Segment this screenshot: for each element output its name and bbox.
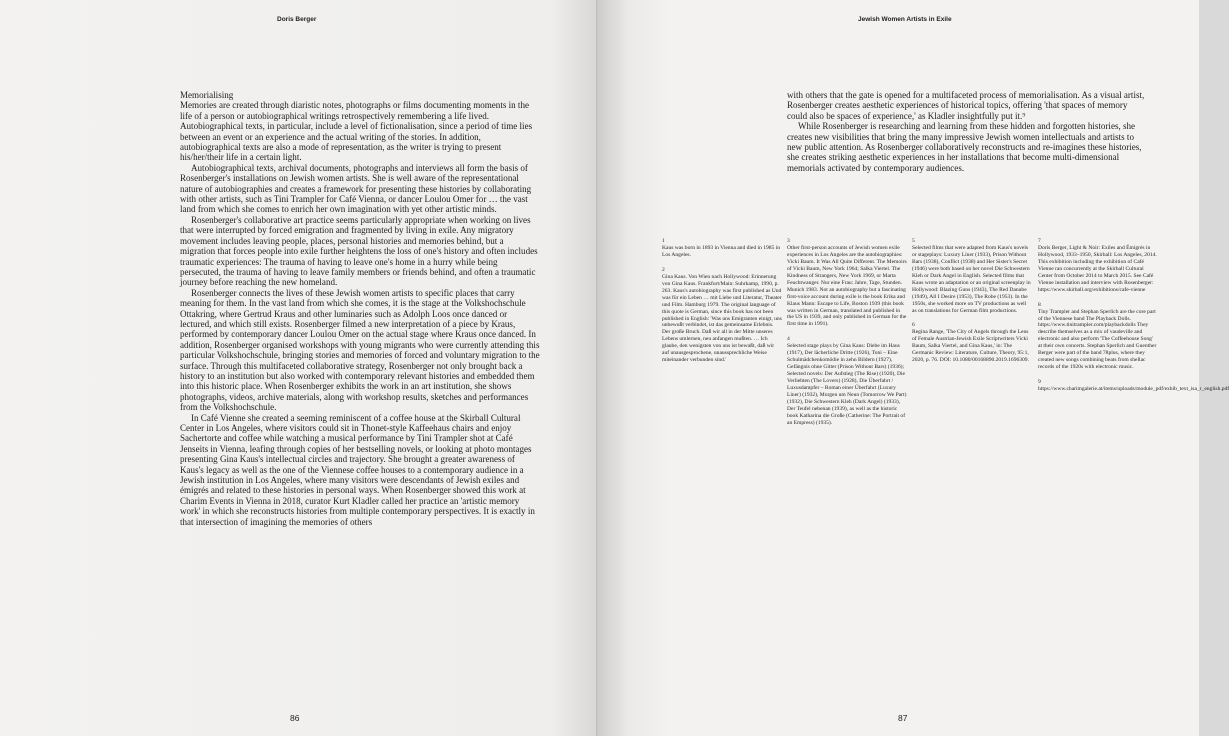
notes-column-1	[662, 238, 782, 372]
footnote-number: 8	[1038, 301, 1041, 308]
footnote-number: 7	[1038, 238, 1041, 244]
footnote	[912, 322, 1032, 364]
footnote-text: Regina Range, 'The City of Angels through the Lens of Female Austrian-Jewish Exile Scriptwriters Vicki Baum, Salka Viertel, and Gina Kaus,' in: The Germanic Review: Literature, Culture, Theory, 95:1, 2020, p. 76. DOI: 10.1080/00168890.2019.1696309.	[912, 329, 1029, 364]
footnote-text: Selected stage plays by Gina Kaus: Diebe im Haus (1917), Der lächerliche Dritte (1926), Toni – Eine Schulmädchenkomödie in zehn Bildern (1927), Gefängnis ohne Gitter (Prison Without Bars) (1936); Selected novels: Der Aufstieg (The Rise) (1920), Die Verliebten (The Lovers) (1928), Die Überfahrt / Luxusdampfer – Roman einer Überfahrt (Luxury Liner) (1932), Morgen um Neun (Tomorrow We Part) (1932), Die Schwestern Kleh (Dark Angel) (1933), Der Teufel nebenan (1939), as well as the historic book Katharina die Große (Catherine: The Portrait of an Empress) (1935).	[787, 343, 907, 426]
page-number-left: 86	[290, 713, 300, 723]
paragraph: While Rosenberger is researching and learning from these hidden and forgotten histories, she creates new visibilities that bring the many impressive Jewish women intellectuals and artists to new public attention. As Rosenberger collaboratively reconstructs and re-imagines these histories, she creates striking aesthetic experiences in her installations that become multi-dimensional memorials activated by contemporary audiences.	[787, 121, 1142, 173]
paragraph: Rosenberger connects the lives of these Jewish women artists to specific places that carry meaning for them. In the vast land from which she comes, it is the stage at the Volkshochschule Ottakring, where Gertrud Kraus and other luminaries such as Adolph Loos once danced or lectured, and which still exists. Rosenberger filmed a new interpretation of a piece by Kraus, performed by contemporary dancer Loulou Omer on the actual stage where Kraus once danced. In addition, Rosenberger organised workshops with young migrants who were currently attending this particular Volkshochschule, bringing stories and memories of forced and voluntary migration to the surface. Through this multifaceted collaborative strategy, Rosenberger not only brought back a history to an institution but also worked with contemporary relevant histories and embedded them into this historic place. When Rosenberger exhibits the work in an art institution, she shows photographs, videos, archive materials, along with workshop results, sketches and performances from the Volkshochschule.	[180, 287, 540, 413]
footnote	[787, 238, 907, 328]
left-body-text	[180, 90, 540, 527]
footnote	[1038, 238, 1158, 294]
footnote-text: Kaus was born in 1893 in Vienna and died in 1985 in Los Angeles.	[662, 244, 781, 258]
section-heading: Memorialising	[180, 90, 234, 100]
footnote-text: Other first-person accounts of Jewish women exile experiences in Los Angeles are the autobiographies: Vicki Baum. It Was All Quite Different. The Memoirs of Vicki Baum, New York 1964; Salka Viertel. The Kindness of Strangers, New York 1969, or Marta Feuchtwanger. Nur eine Frau: Jahre, Tage, Stunden. Munich 1983. Not an autobiography but a fascinating first-voice account during exile is the book Erika and Klaus Mann: Escape to Life, Boston 1939 (this book was written in German, translated and published in the US in 1939, and only published in German for the first time in 1991).	[787, 244, 907, 328]
left-page	[0, 0, 599, 736]
footnote-number: 5	[912, 238, 915, 244]
paragraph: Memories are created through diaristic notes, photographs or films documenting moments in the life of a person or autobiographical writings retrospectively remembering a life lived. Autobiographical texts, in particular, include a level of fictionalisation, since a period of time lies between an event or an experience and the actual writing of the stories. In addition, autobiographical texts are also a mode of representation, as the writer is trying to present his/her/their life in a certain light.	[180, 100, 533, 163]
footnote	[662, 238, 782, 259]
footnote-number: 1	[662, 238, 665, 244]
footnote	[1038, 379, 1229, 393]
running-head-right: Jewish Women Artists in Exile	[858, 16, 952, 23]
footnote-text: Gina Kaus. Von Wien nach Hollywood: Erinnerung von Gina Kaus. Frankfurt/Main: Suhrkamp, 1990, p. 263. Kaus's autobiography was first published as Und was für ein Leben … mit Liebe und Literatur, Theater und Film. Hamburg 1979. The original language of this quote is German, since this book has not been published in English: 'Was uns Emigranten einigt, uns unbewußt verbindet, ist das gemeinsame Erlebnis. Der große Bruch. Daß wir all in der Mitte unseres Lebens umlernen, neu anfangen mußten. … Ich glaube, den wenigsten von uns ist bewußt, daß wir auf unausgesprochene, unaussprechliche Weise miteinander verbunden sind.'	[662, 273, 782, 364]
right-page	[599, 0, 1229, 736]
notes-column-2	[787, 238, 907, 435]
footnote-number: 2	[662, 266, 665, 273]
page-number-right: 87	[898, 713, 908, 723]
footnote-number: 9	[1038, 379, 1041, 386]
notes-column-4	[1038, 238, 1229, 401]
footnote-text: Selected films that were adapted from Kaus's novels or stageplays: Luxury Liner (1933), Prison Without Bars (1938), Conflict (1938) and Her Sister's Secret (1946) were both based on her novel Die Schwestern Kleh or Dark Angel in English. Selected films that Kaus wrote an adaptation or an original screenplay in Hollywood: Blazing Guns (1943), The Red Danube (1949), All I Desire (1953), The Robe (1953). In the 1950s, she worked more on TV productions as well as on translations for German film productions.	[912, 244, 1031, 314]
footnote	[662, 267, 782, 364]
running-head-left: Doris Berger	[277, 16, 317, 23]
right-body-text	[787, 90, 1149, 173]
footnote	[912, 238, 1032, 314]
footnote-text: Doris Berger, Light & Noir: Exiles and Émigrés in Hollywood, 1933–1950, Skirball: Los Angeles, 2014. This exhibition including the exhibition of Café Vienne ran concurrently at the Skirball Cultural Center from October 2014 to March 2015. See Café Vienne installation and interview with Rosenberger: https://www.skirball.org/exhibitions/cafe-vienne	[1038, 244, 1157, 293]
paragraph: Rosenberger's collaborative art practice seems particularly appropriate when working on lives that were interrupted by forced emigration and fragmented by living in exile. Any migratory movement includes leaving people, places, personal histories and memories behind, but a migration that forces people into exile further heightens the loss of one's history and often includes traumatic experiences: The trauma of having to leave one's home in a hurry while being persecuted, the trauma of having to leave family members or friends behind, and often a traumatic journey before reaching the new homeland.	[180, 214, 538, 288]
paragraph: In Café Vienne she created a seeming reminiscent of a coffee house at the Skirball Cultural Center in Los Angeles, where visitors could sit in Thonet-style Kaffeehaus chairs and enjoy Sachertorte and coffee while watching a musical performance by Tini Trampler shot at Café Jenseits in Vienna, leafing through copies of her bestselling novels, or looking at photo montages presenting Gina Kaus's intellectual circles and trajectory. She brought a greater awareness of Kaus's legacy as well as the one of the Viennese coffee houses to a contemporary audience in a Jewish institution in Los Angeles, where many visitors were descendants of Jewish exiles and émigrés and related to these histories in personal ways. When Rosenberger showed this work at Charim Events in Vienna in 2018, curator Kurt Kladler called her practice an 'artistic memory work' in which she reconstructs histories from multiple contemporary perspectives. It is exactly in that intersection of imagining the memories of others	[180, 412, 535, 527]
footnote-number: 6	[912, 322, 915, 329]
footnote-text: Tiny Trampler and Stephan Sperlich are the core part of the Viennese band The Playback Dolls. https://www.tinitrampler.com/playbackdolls They describe themselves as a mix of vaudeville and electronic and also perform 'The Coffeehouse Song' at their own concerts. Stephan Sperlich and Guenther Berger were part of the band 78plus, where they created new songs combining beats from shellac records of the 1920s with electronic music.	[1038, 308, 1157, 371]
footnote	[787, 336, 907, 426]
paragraph: with others that the gate is opened for a multifaceted process of memorialisation. As a visual artist, Rosenberger creates aesthetic experiences of historical topics, offering 'that spaces of memory could also be spaces of experience,' as Kladler insightfully put it.⁹	[787, 90, 1145, 121]
paragraph: Autobiographical texts, archival documents, photographs and interviews all form the basis of Rosenberger's installations on Jewish women artists. She is well aware of the representational nature of autobiographies and creates a framework for presenting these histories by collaborating with other artists, such as Tini Trampler for Café Vienna, or dancer Loulou Omer for … the vast land from which she comes to enrich her own imagination with yet other artistic minds.	[180, 162, 532, 215]
notes-column-3	[912, 238, 1032, 372]
footnote	[1038, 302, 1158, 372]
footnote-number: 4	[787, 336, 790, 343]
footnote-number: 3	[787, 238, 790, 244]
footnote-text: https://www.charimgalerie.at/items/uploads/module_pdf/exhib_text_isa_r_english.pdf	[1038, 386, 1229, 393]
